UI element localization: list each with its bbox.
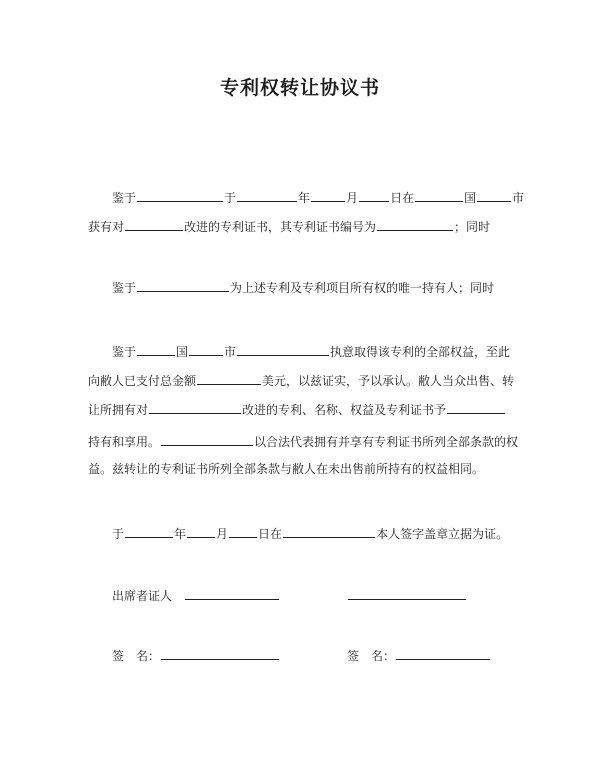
para3-line2	[88, 370, 514, 390]
text: 鉴于	[112, 191, 137, 205]
text: 以合法代表拥有并享有专利证书所列全部条款的权	[254, 435, 519, 449]
text: 持有和享用。	[88, 435, 161, 449]
para3-line1	[112, 341, 510, 361]
text: 改进的专利证书，其专利证书编号为	[184, 220, 377, 234]
blank-line	[137, 187, 223, 202]
text: 鉴于	[112, 281, 137, 295]
signature-label: 签 名：	[347, 649, 396, 663]
blank-line	[229, 523, 257, 538]
signature-right	[347, 645, 491, 665]
witness-blank-left	[185, 585, 279, 600]
text: 鉴于	[112, 345, 137, 359]
para3-line4	[88, 431, 518, 451]
text: 美元，以兹证实，予以承认。敝人当众出售、转	[262, 374, 515, 388]
text: 向敝人已支付总金额	[88, 374, 197, 388]
text: 为上述专利及专利项目所有权的唯一持有人；同时	[230, 281, 495, 295]
text: 日在	[258, 527, 283, 541]
witness-blank-right	[348, 585, 466, 600]
blank-line	[125, 523, 173, 538]
text: 国	[464, 191, 477, 205]
text: 获有对	[88, 220, 125, 234]
text: 执意取得该专利的全部权益，至此	[330, 345, 511, 359]
signature-left	[112, 645, 280, 665]
signature-blank	[161, 645, 279, 660]
blank-line	[189, 341, 223, 356]
text: 于	[112, 527, 125, 541]
text: 日在	[390, 191, 415, 205]
text: 让所拥有对	[88, 403, 149, 417]
signature-label: 签 名：	[112, 649, 161, 663]
para1-line1	[112, 187, 524, 207]
blank-line	[187, 523, 215, 538]
blank-line	[161, 431, 253, 446]
text: 于	[224, 191, 237, 205]
blank-line	[359, 187, 389, 202]
text: 国	[176, 345, 189, 359]
text: 改进的专利、名称、权益及专利证书予	[242, 403, 447, 417]
text: ；同时	[454, 220, 491, 234]
blank-line	[447, 399, 505, 414]
text: 月	[346, 191, 359, 205]
blank-line	[197, 370, 261, 385]
text: 月	[216, 527, 229, 541]
blank-line	[237, 187, 297, 202]
signature-blank	[396, 645, 490, 660]
text: 市	[512, 191, 525, 205]
blank-line	[311, 187, 345, 202]
text: 年	[174, 527, 187, 541]
blank-line	[415, 187, 463, 202]
para1-line2	[88, 216, 490, 236]
blank-line	[137, 277, 229, 292]
para3-line3	[88, 399, 506, 419]
para4-line1	[112, 523, 508, 543]
text: 市	[224, 345, 237, 359]
para3-line5	[88, 459, 484, 479]
text: 本人签字盖章立据为证。	[376, 527, 509, 541]
witness-line-right	[347, 585, 467, 605]
blank-line	[477, 187, 511, 202]
para2-line1	[112, 277, 494, 297]
witness-line	[112, 585, 280, 605]
blank-line	[125, 216, 183, 231]
document-title: 专利权转让协议书	[219, 77, 380, 99]
witness-label: 出席者证人	[112, 589, 173, 603]
blank-line	[149, 399, 241, 414]
blank-line	[237, 341, 329, 356]
blank-line	[137, 341, 175, 356]
blank-line	[283, 523, 375, 538]
blank-line	[377, 216, 453, 231]
text: 益。兹转让的专利证书所列全部条款与敝人在未出售前所持有的权益相同。	[88, 462, 485, 476]
text: 年	[298, 191, 311, 205]
